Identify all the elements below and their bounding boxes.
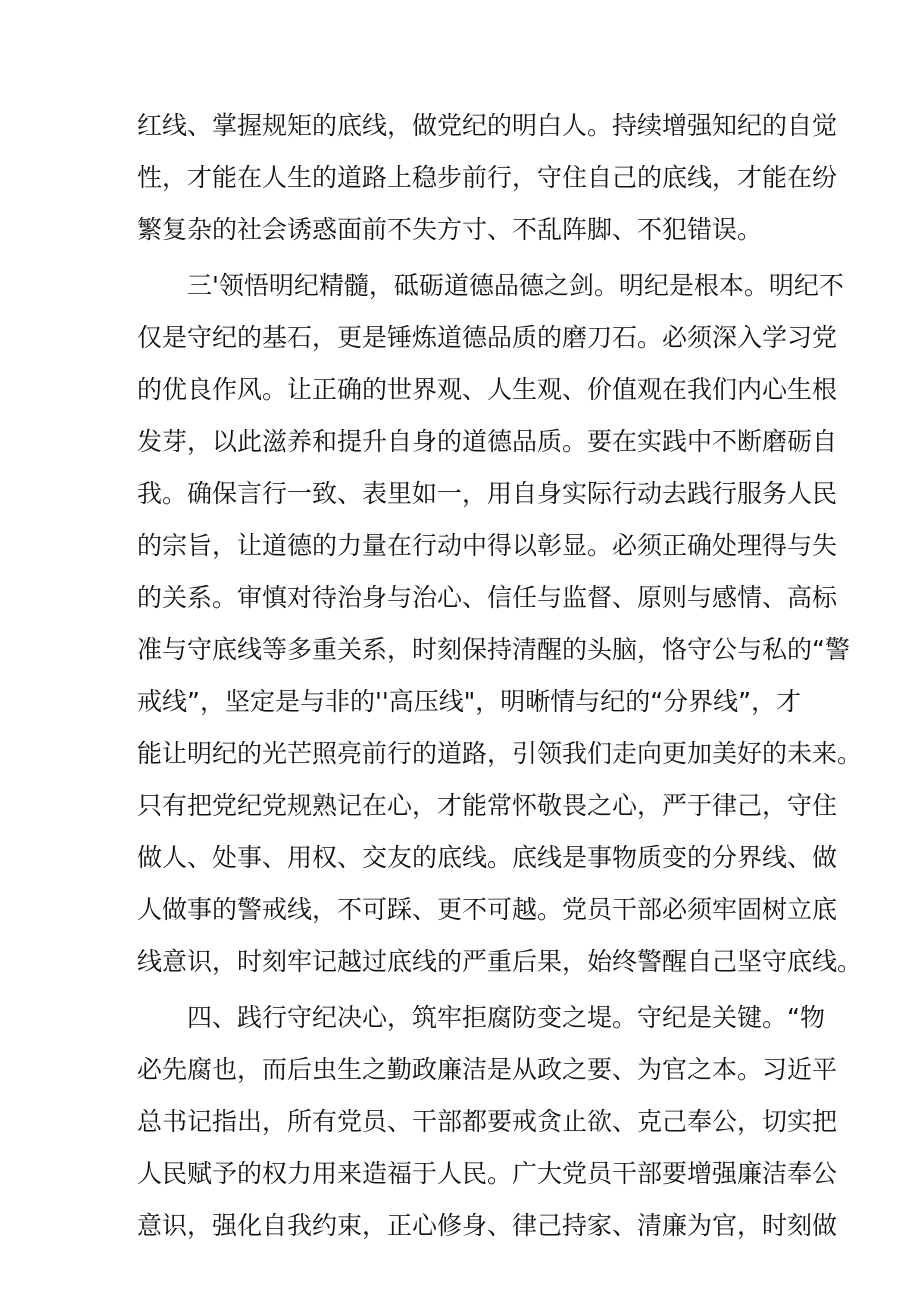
text-line: 意识，强化自我约束，正心修身、律己持家、清廉为官，时刻做 [137, 1211, 838, 1240]
text-line: 繁复杂的社会诱惑面前不失方寸、不乱阵脚、不犯错误。 [137, 215, 763, 244]
text-line: 的优良作风。让正确的世界观、人生观、价值观在我们内心生根 [137, 375, 838, 404]
text-line: 人民赋予的权力用来造福于人民。广大党员干部要增强廉洁奉公 [137, 1159, 838, 1188]
text-line: 准与守底线等多重关系，时刻保持清醒的头脑，恪守公与私的“警 [137, 635, 850, 664]
text-line: 线意识，时刻牢记越过底线的严重后果，始终警醒自己坚守底线。 [137, 947, 863, 976]
paragraph-2 [137, 260, 863, 988]
text-line: 四、践行守纪决心，筑牢拒腐防变之堤。守纪是关键。“物 [187, 1003, 825, 1032]
text-line: 的关系。审慎对待治身与治心、信任与监督、原则与感情、高标 [137, 583, 838, 612]
text-line: 做人、处事、用权、交友的底线。底线是事物质变的分界线、做 [137, 843, 838, 872]
text-line: 只有把党纪党规熟记在心，才能常怀敬畏之心，严于律己，守住 [137, 791, 838, 820]
text-line: 必先腐也，而后虫生之勤政廉洁是从政之要、为官之本。习近平 [137, 1055, 838, 1084]
text-line: 仅是守纪的基石，更是锤炼道德品质的磨刀石。必须深入学习党 [137, 323, 838, 352]
paragraph-1 [137, 100, 838, 256]
text-line: 我。确保言行一致、表里如一，用自身实际行动去践行服务人民 [137, 479, 838, 508]
text-line: 的宗旨，让道德的力量在行动中得以彰显。必须正确处理得与失 [137, 531, 838, 560]
text-line: 能让明纪的光芒照亮前行的道路，引领我们走向更加美好的未来。 [137, 739, 863, 768]
text-line: 戒线”，坚定是与非的''高压线"，明晰情与纪的“分界线”，才 [137, 687, 802, 716]
text-line: 三'领悟明纪精髓，砥砺道德品德之剑。明纪是根本。明纪不 [187, 271, 844, 300]
text-line: 发芽，以此滋养和提升自身的道德品质。要在实践中不断磨砺自 [137, 427, 838, 456]
text-line: 人做事的警戒线，不可踩、更不可越。党员干部必须牢固树立底 [137, 895, 838, 924]
text-line: 总书记指出，所有党员、干部都要戒贪止欲、克己奉公，切实把 [137, 1107, 838, 1136]
paragraph-3 [137, 992, 838, 1252]
text-line: 红线、掌握规矩的底线，做党纪的明白人。持续增强知纪的自觉 [137, 111, 838, 140]
body-text [137, 100, 863, 1252]
text-line: 性，才能在人生的道路上稳步前行，守住自己的底线，才能在纷 [137, 163, 838, 192]
